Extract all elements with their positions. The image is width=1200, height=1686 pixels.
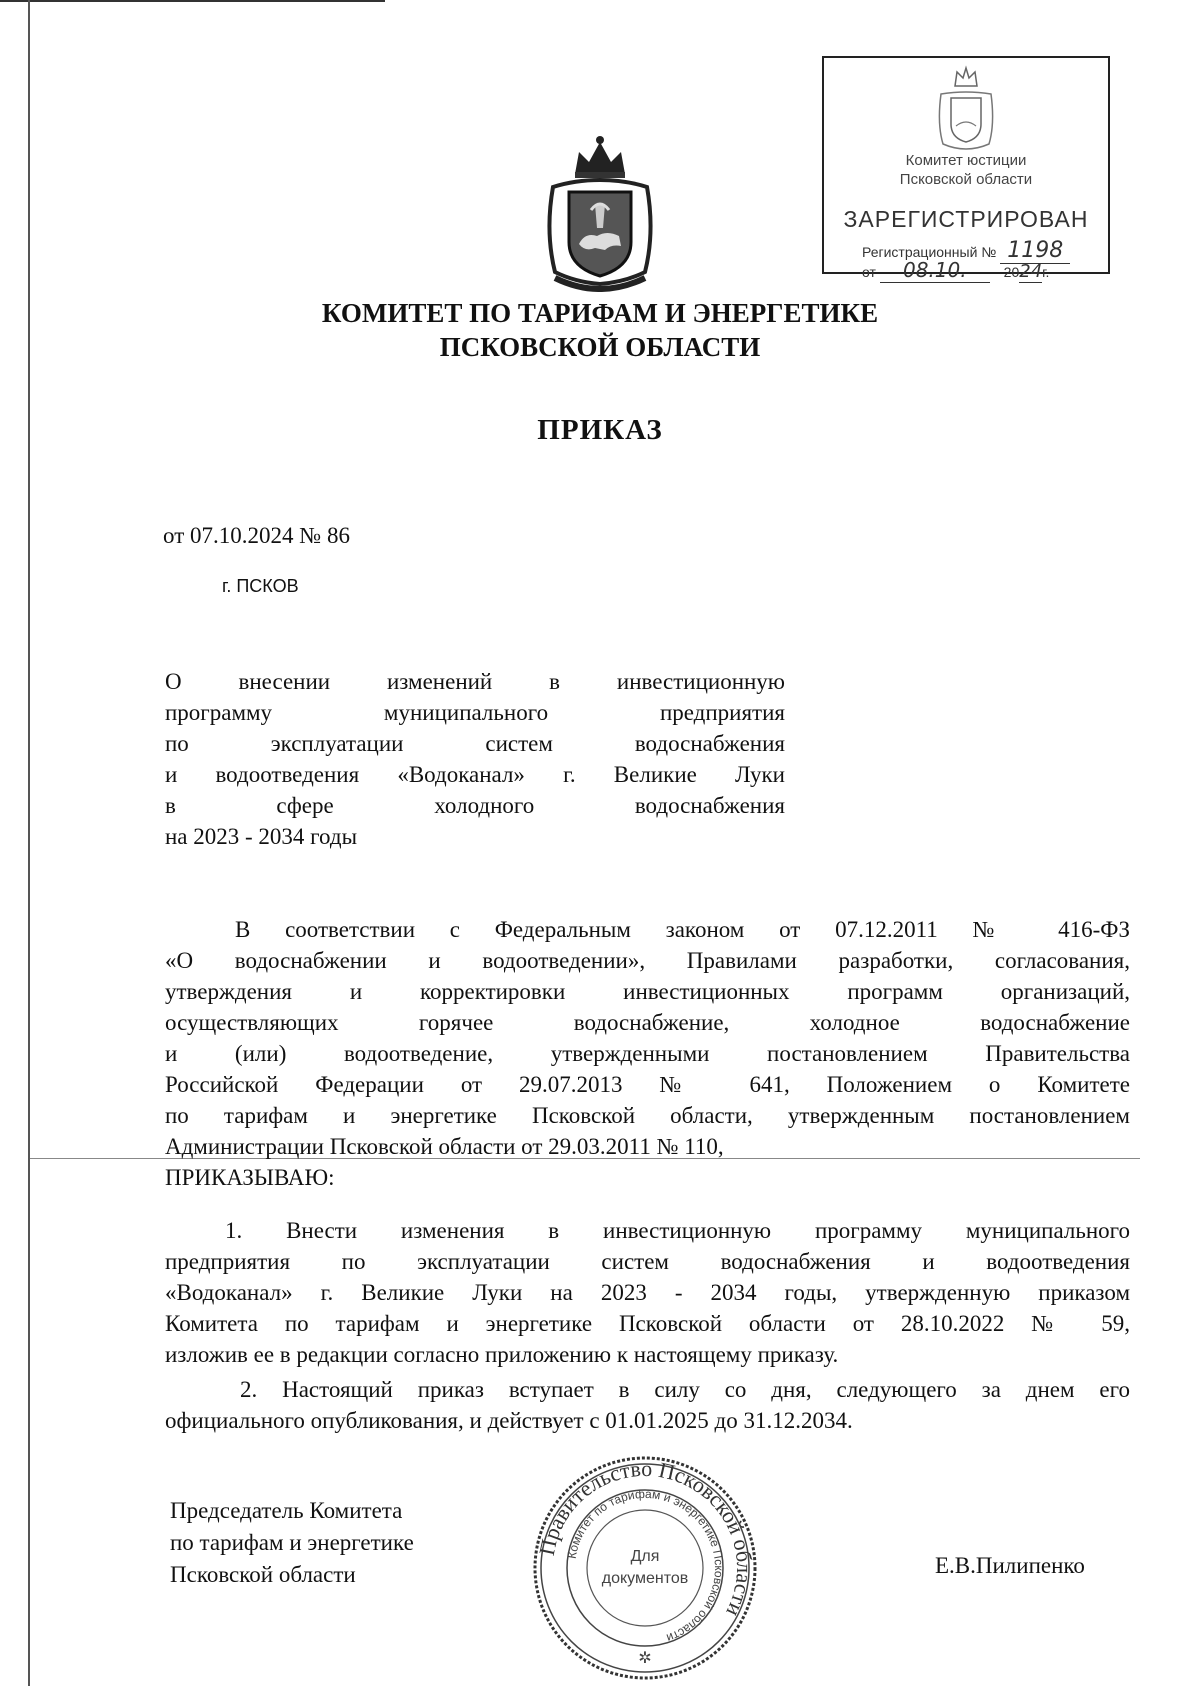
signatory-position-line: по тарифам и энергетике [170, 1530, 414, 1555]
stamp-date-row [862, 258, 1049, 283]
scan-edge-left [28, 0, 30, 1686]
stamp-registered-title: ЗАРЕГИСТРИРОВАН [843, 206, 1089, 232]
clause1-line: Комитета по тарифам и энергетике Псковской области от 28.10.2022 № 59, [165, 1311, 1130, 1336]
preamble-line: утверждения и корректировки инвестиционных программ организаций, [165, 979, 1130, 1004]
document-type-title: ПРИКАЗ [537, 414, 663, 446]
order-word: ПРИКАЗЫВАЮ: [165, 1165, 335, 1190]
official-seal [530, 1453, 760, 1683]
subject-line: и водоотведения «Водоканал» г. Великие Луки [165, 762, 785, 787]
clause1-line: изложив ее в редакции согласно приложению к настоящему приказу. [165, 1342, 839, 1367]
preamble-line: «О водоснабжении и водоотведении», Правилами разработки, согласования, [165, 948, 1130, 973]
preamble-line: и (или) водоотведение, утвержденными постановлением Правительства [165, 1041, 1130, 1066]
order-date-number: от 07.10.2024 № 86 [163, 523, 350, 548]
seal-center-line2: документов [601, 1570, 689, 1587]
signatory-position-line: Председатель Комитета [170, 1498, 403, 1523]
preamble-line: по тарифам и энергетике Псковской области, утвержденным постановлением [165, 1103, 1130, 1128]
seal-star-icon: ✲ [638, 1650, 652, 1667]
stamp-date-prefix: от [862, 264, 876, 280]
stamp-date-handwritten: 08.10. [880, 258, 990, 283]
clause2-line: официального опубликования, и действует с 01.01.2025 до 31.12.2034. [165, 1408, 853, 1433]
signatory-position-line: Псковской области [170, 1562, 356, 1587]
scan-edge-top [0, 0, 385, 2]
stamp-year-suffix: г. [1042, 264, 1050, 280]
clause2-line: 2. Настоящий приказ вступает в силу со дня, следующего за днем его [240, 1377, 1130, 1402]
stamp-year-handwritten: 24 [1019, 261, 1043, 282]
clause1-line: предприятия по эксплуатации систем водоснабжения и водоотведения [165, 1249, 1130, 1274]
seal-center-line1: Для [630, 1548, 660, 1565]
preamble-line: Российской Федерации от 29.07.2013 № 641, Положением о Комитете [165, 1072, 1130, 1097]
stamp-reg-number: 1198 [1000, 238, 1070, 264]
stamp-org-line1: Комитет юстиции [905, 152, 1027, 169]
subject-line: О внесении изменений в инвестиционную [165, 669, 785, 694]
registration-stamp [822, 56, 1110, 282]
seal-outer-text: Правительство Псковской области [533, 1455, 758, 1621]
stamp-coat-of-arms-icon [931, 64, 1001, 156]
seal-inner-text: Комитет по тарифам и энергетике Псковской области [564, 1486, 727, 1646]
coat-of-arms-emblem [535, 132, 665, 292]
stamp-reg-number-label: Регистрационный № [862, 244, 997, 260]
org-title-line2: ПСКОВСКОЙ ОБЛАСТИ [439, 332, 761, 362]
subject-line: программу муниципального предприятия [165, 700, 785, 725]
org-title-line1: КОМИТЕТ ПО ТАРИФАМ И ЭНЕРГЕТИКЕ [321, 298, 879, 328]
signatory-name: Е.В.Пилипенко [935, 1553, 1085, 1578]
subject-line: по эксплуатации систем водоснабжения [165, 731, 785, 756]
subject-line: в сфере холодного водоснабжения [165, 793, 785, 818]
order-city: г. ПСКОВ [222, 576, 299, 596]
preamble-line: В соответствии с Федеральным законом от 07.12.2011 № 416-ФЗ [235, 917, 1130, 942]
clause1-line: 1. Внести изменения в инвестиционную программу муниципального [225, 1218, 1130, 1243]
stamp-year-prefix: 20 [1003, 264, 1020, 280]
clause1-line: «Водоканал» г. Великие Луки на 2023 - 2034 годы, утвержденную приказом [165, 1280, 1130, 1305]
preamble-line: Администрации Псковской области от 29.03.2011 № 110, [165, 1134, 724, 1159]
stamp-org-line2: Псковской области [899, 171, 1033, 188]
preamble-line: осуществляющих горячее водоснабжение, холодное водоснабжение [165, 1010, 1130, 1035]
subject-line: на 2023 - 2034 годы [165, 824, 358, 849]
